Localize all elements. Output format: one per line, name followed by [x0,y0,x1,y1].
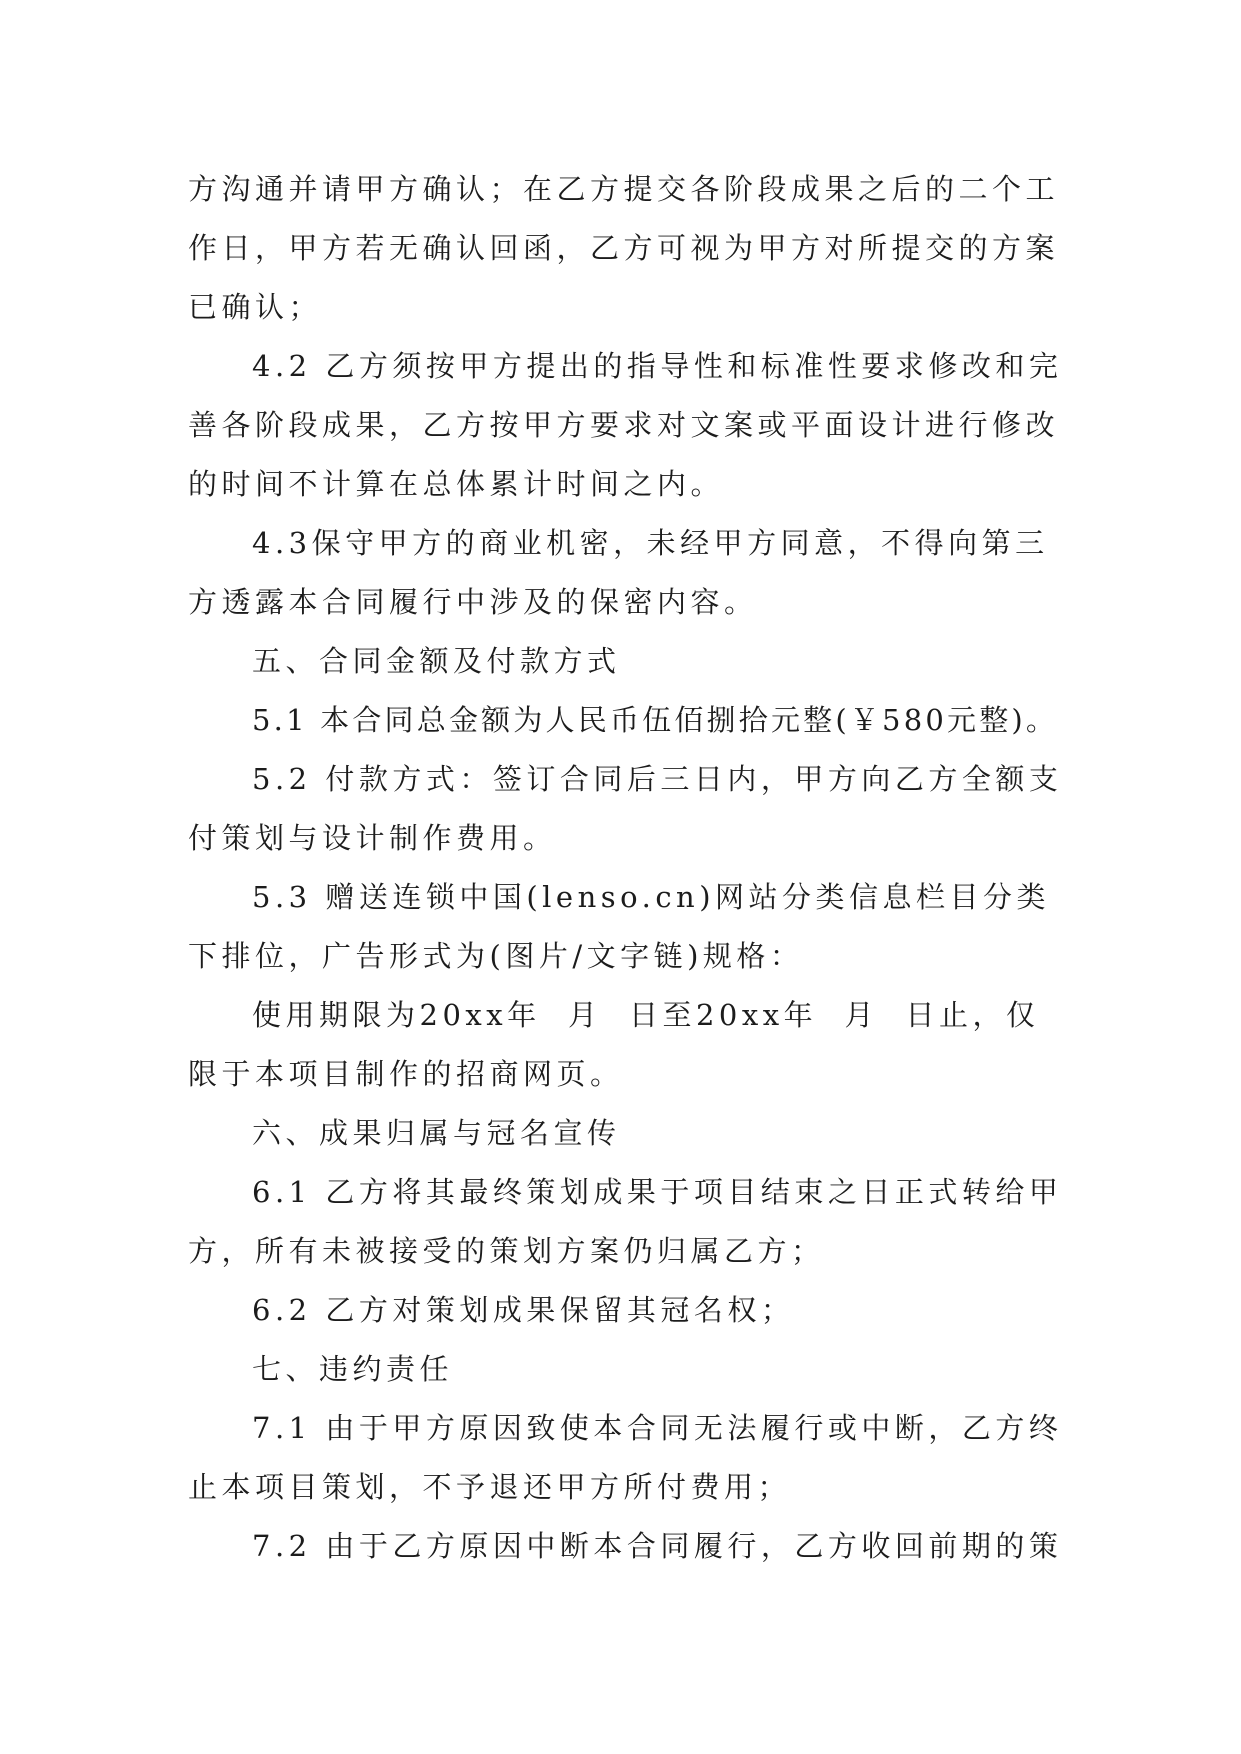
paragraph-clause-4-3: 4.3保守甲方的商业机密，未经甲方同意，不得向第三方透露本合同履行中涉及的保密内容。 [188,526,1049,619]
section-heading-contract-amount: 五、合同金额及付款方式 [252,644,621,678]
section-heading-ownership: 六、成果归属与冠名宣传 [252,1116,621,1150]
paragraph-clause-6-1: 6.1 乙方将其最终策划成果于项目结束之日正式转给甲方，所有未被接受的策划方案仍归属乙方； [188,1175,1063,1268]
paragraph-clause-5-2: 5.2 付款方式：签订合同后三日内，甲方向乙方全额支付策划与设计制作费用。 [188,762,1063,855]
paragraph-clause-6-2: 6.2 乙方对策划成果保留其冠名权； [252,1293,795,1327]
paragraph-clause-7-2: 7.2 由于乙方原因中断本合同履行，乙方收回前期的策 [252,1529,1063,1563]
paragraph-clause-4-2: 4.2 乙方须按甲方提出的指导性和标准性要求修改和完善各阶段成果，乙方按甲方要求对文案或平面设计进行修改的时间不计算在总体累计时间之内。 [188,349,1063,501]
paragraph-confirmation-terms: 方沟通并请甲方确认；在乙方提交各阶段成果之后的二个工作日，甲方若无确认回函，乙方可视为甲方对所提交的方案已确认； [188,172,1060,324]
paragraph-clause-5-3: 5.3 赠送连锁中国(lenso.cn)网站分类信息栏目分类下排位，广告形式为(图片/文字链)规格： [188,880,1051,973]
document-body [188,160,1068,1576]
paragraph-clause-5-1: 5.1 本合同总金额为人民币伍佰捌拾元整(￥580元整)。 [252,703,1059,737]
paragraph-clause-7-1: 7.1 由于甲方原因致使本合同无法履行或中断，乙方终止本项目策划，不予退还甲方所付费用； [188,1411,1063,1504]
paragraph-usage-period: 使用期限为20xx年 月 日至20xx年 月 日止，仅限于本项目制作的招商网页。 [188,998,1040,1091]
section-heading-liability: 七、违约责任 [252,1352,454,1386]
